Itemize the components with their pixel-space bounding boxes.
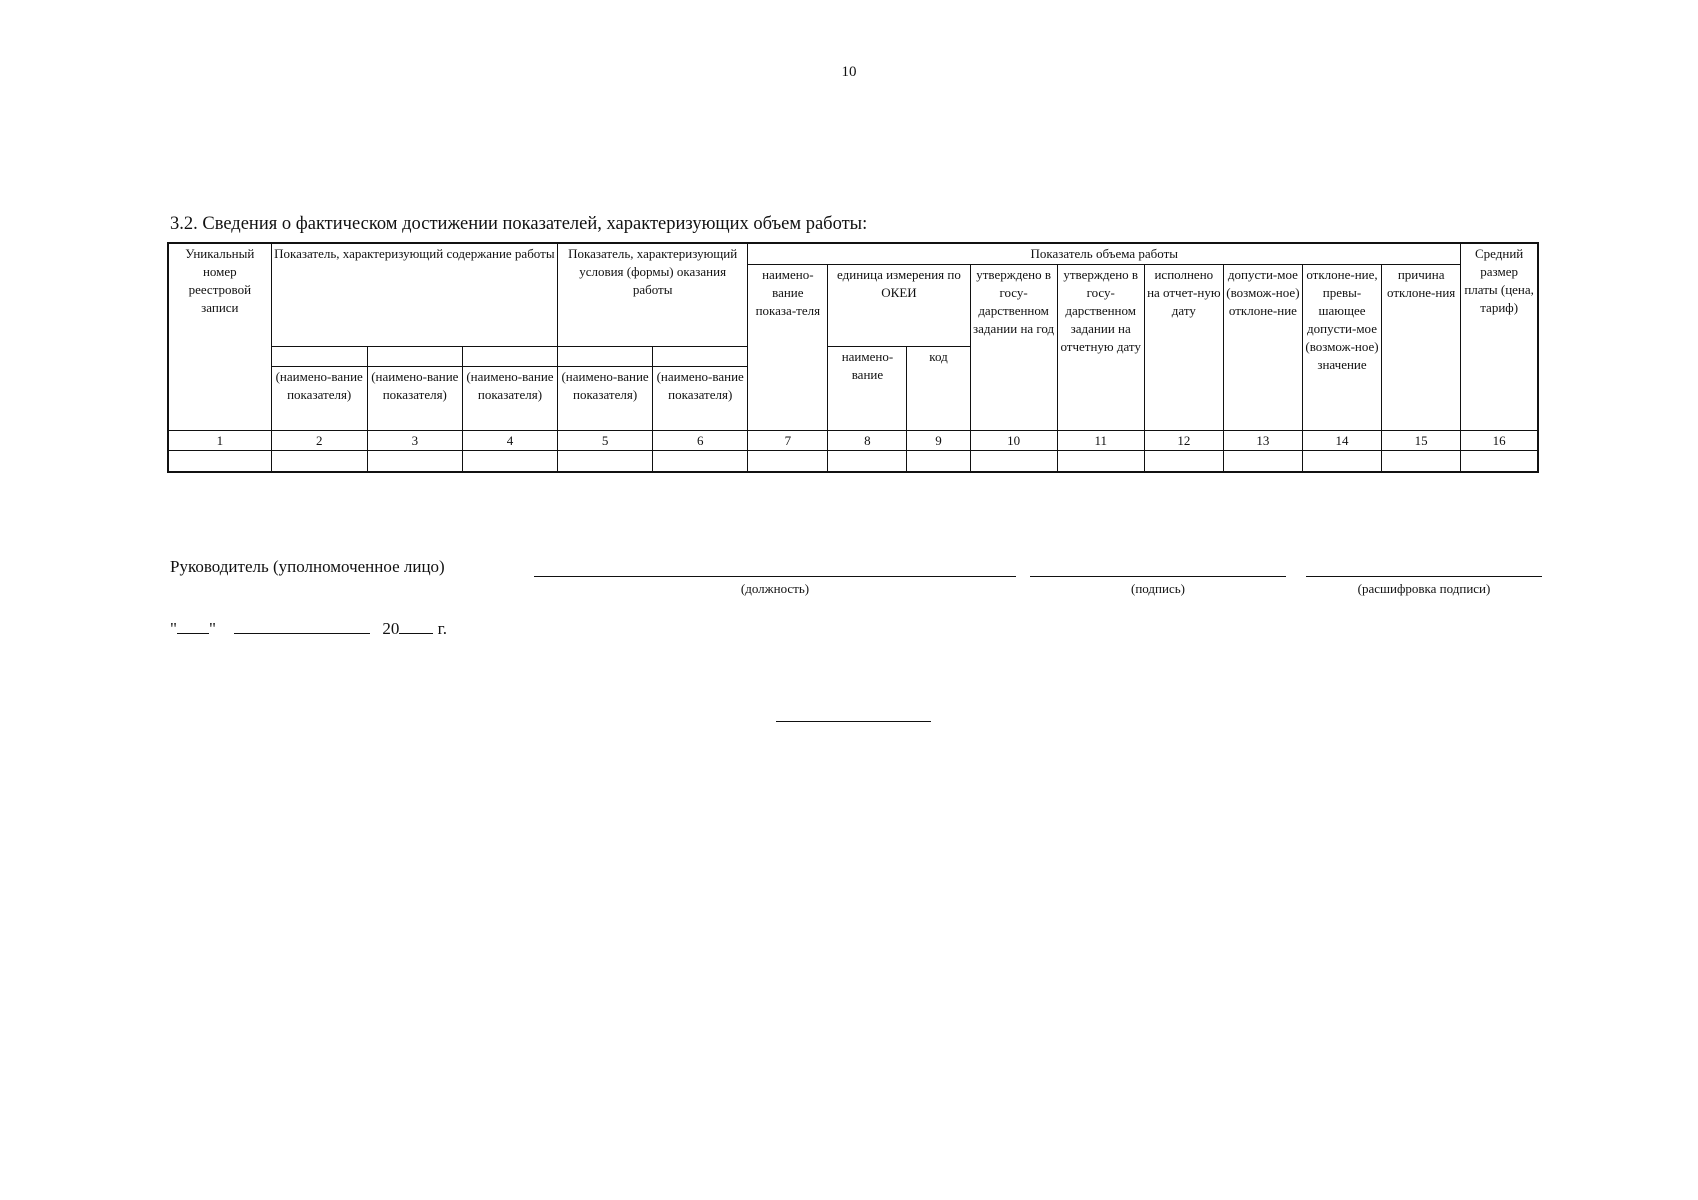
data-cell[interactable]: [1144, 451, 1223, 472]
quote-close: ": [208, 619, 216, 638]
column-number: 10: [970, 431, 1057, 451]
sub-indicator-name: (наимено-вание показателя): [653, 367, 748, 431]
data-cell[interactable]: [1461, 451, 1538, 472]
data-cell[interactable]: [828, 451, 907, 472]
column-number: 14: [1302, 431, 1381, 451]
decode-line[interactable]: [1306, 576, 1542, 577]
signature-caption: (подпись): [1131, 581, 1185, 596]
data-cell[interactable]: [168, 451, 271, 472]
column-number: 9: [907, 431, 970, 451]
header-exceeding-deviation: отклоне-ние, превы-шающее допусти-мое (возмож-ное) значение: [1302, 265, 1381, 431]
header-allowed-deviation: допусти-мое (возмож-ное) отклоне-ние: [1223, 265, 1302, 431]
volume-indicators-table: [167, 242, 1539, 473]
column-number: 11: [1057, 431, 1144, 451]
column-number-row: [168, 431, 1538, 451]
header-deviation-reason: причина отклоне-ния: [1382, 265, 1461, 431]
empty-data-row: [168, 451, 1538, 472]
column-number: 4: [462, 431, 557, 451]
header-conditions-indicator: Показатель, характеризующий условия (формы) оказания работы: [558, 243, 748, 347]
header-unique-number: Уникальный номер реестровой записи: [168, 243, 271, 431]
sub-indicator-name: (наимено-вание показателя): [558, 367, 653, 431]
column-number: 5: [558, 431, 653, 451]
month-blank[interactable]: [234, 619, 370, 634]
data-cell[interactable]: [907, 451, 970, 472]
header-average-fee: Средний размер платы (цена, тариф): [1461, 243, 1538, 431]
year-suffix: г.: [437, 619, 447, 638]
blank-header-cell: [558, 347, 653, 367]
header-unit-name: наимено-вание: [828, 347, 907, 431]
sub-indicator-name: (наимено-вание показателя): [367, 367, 462, 431]
column-number: 15: [1382, 431, 1461, 451]
sub-indicator-name: (наимено-вание показателя): [271, 367, 367, 431]
position-line[interactable]: [534, 576, 1016, 577]
manager-label: Руководитель (уполномоченное лицо): [170, 557, 445, 576]
data-cell[interactable]: [1223, 451, 1302, 472]
year-blank[interactable]: [399, 619, 433, 634]
blank-header-cell: [462, 347, 557, 367]
header-indicator-name: наимено-вание показа-теля: [748, 265, 828, 431]
header-content-indicator: Показатель, характеризующий содержание работы: [271, 243, 557, 347]
blank-header-cell: [367, 347, 462, 367]
sub-indicator-name: (наимено-вание показателя): [462, 367, 557, 431]
header-unit-code: код: [907, 347, 970, 431]
quote-open: ": [170, 619, 177, 638]
page-number: 10: [841, 64, 857, 80]
column-number: 13: [1223, 431, 1302, 451]
position-caption: (должность): [740, 581, 810, 596]
data-cell[interactable]: [653, 451, 748, 472]
data-cell[interactable]: [970, 451, 1057, 472]
header-executed: исполнено на отчет-ную дату: [1144, 265, 1223, 431]
column-number: 6: [653, 431, 748, 451]
data-cell[interactable]: [271, 451, 367, 472]
data-cell[interactable]: [558, 451, 653, 472]
date-line: [170, 619, 447, 639]
column-number: 2: [271, 431, 367, 451]
data-cell[interactable]: [748, 451, 828, 472]
section-title: 3.2. Сведения о фактическом достижении показателей, характеризующих объем работы:: [170, 214, 868, 234]
decode-caption: (расшифровка подписи): [1357, 581, 1491, 596]
blank-header-cell: [653, 347, 748, 367]
header-approved-year: утверждено в госу-дарственном задании на год: [970, 265, 1057, 431]
column-number: 1: [168, 431, 271, 451]
signature-line[interactable]: [1030, 576, 1286, 577]
column-number: 16: [1461, 431, 1538, 451]
column-number: 12: [1144, 431, 1223, 451]
day-blank[interactable]: [177, 619, 209, 634]
column-number: 3: [367, 431, 462, 451]
year-prefix: 20: [382, 619, 400, 638]
column-number: 7: [748, 431, 828, 451]
data-cell[interactable]: [1302, 451, 1381, 472]
column-number: 8: [828, 431, 907, 451]
data-cell[interactable]: [462, 451, 557, 472]
data-cell[interactable]: [1382, 451, 1461, 472]
end-separator-line: [776, 721, 931, 722]
header-okei-unit: единица измерения по ОКЕИ: [828, 265, 970, 347]
header-approved-report-date: утверждено в госу-дарственном задании на отчетную дату: [1057, 265, 1144, 431]
header-volume-indicator: Показатель объема работы: [748, 243, 1461, 265]
blank-header-cell: [271, 347, 367, 367]
data-cell[interactable]: [1057, 451, 1144, 472]
data-cell[interactable]: [367, 451, 462, 472]
